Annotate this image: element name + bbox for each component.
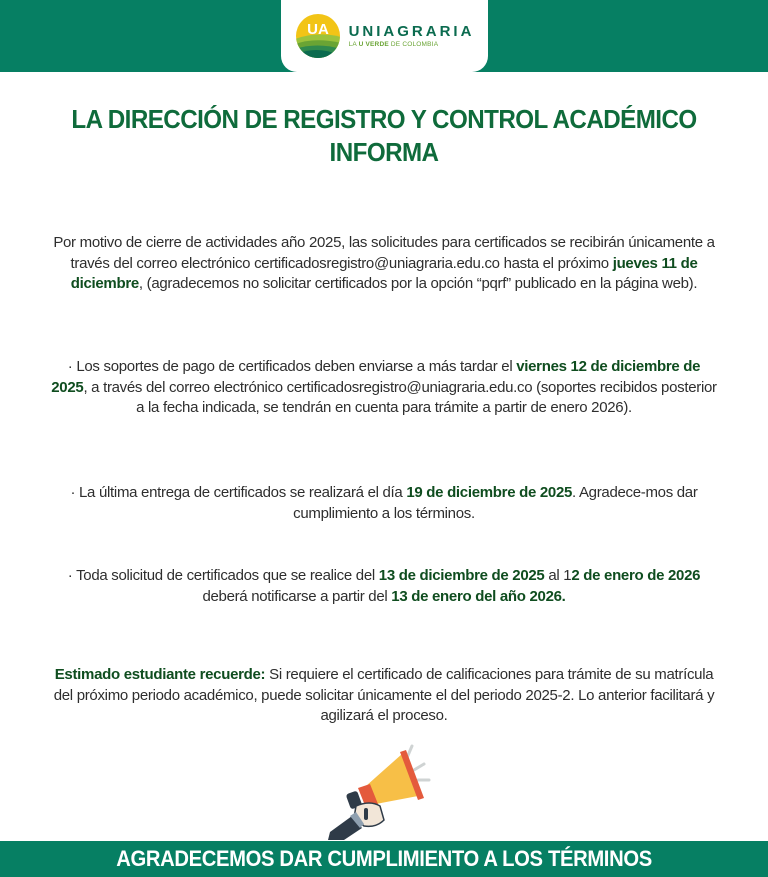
notice-paragraph-1: Por motivo de cierre de actividades año 2025, las solicitudes para certificados se recibirán únicamente a través del correo electrónico certificadosregistro@uniagraria.edu.co hasta el próximo jueves 11 de diciembre, (agradecemos no solicitar certificados por la opción “pqrf” publicado en la página web). [53,234,715,292]
uniagraria-logo-icon [295,13,341,59]
notice-paragraph-4: · Toda solicitud de certificados que se realice del 13 de diciembre de 2025 al 12 de enero de 2026 deberá notificarse a partir del 13 de enero del año 2026. [67,567,701,605]
logo-name: UNIAGRARIA [348,22,475,40]
megaphone-icon [326,742,438,840]
student-reminder: Estimado estudiante recuerde: Si requiere el certificado de calificaciones para trámite de su matrícula del próximo periodo académico, puede solicitar únicamente el del periodo 2025-2. Lo anterior facilitará y agilizará el proceso. [53,666,715,724]
footer-text: AGRADECEMOS DAR CUMPLIMIENTO A LOS TÉRMINOS [116,846,652,871]
svg-text:UA: UA [306,21,329,38]
logo-tagline: LA U VERDE DE COLOMBIA [348,40,439,48]
notice-paragraph-3: · La última entrega de certificados se realizará el día 19 de diciembre de 2025. Agradece-mos dar cumplimiento a los términos. [70,484,698,522]
page-title: LA DIRECCIÓN DE REGISTRO Y CONTROL ACADÉMICO INFORMA [71,104,697,167]
logo [281,0,488,72]
footer-band [0,841,768,877]
notice-paragraph-2: · Los soportes de pago de certificados deben enviarse a más tardar el viernes 12 de diciembre de 2025, a través del correo electrónico certificadosregistro@uniagraria.edu.co (soportes recibidos posterior a la fecha indicada, se tendrán en cuenta para trámite a partir de enero 2026). [51,358,717,416]
